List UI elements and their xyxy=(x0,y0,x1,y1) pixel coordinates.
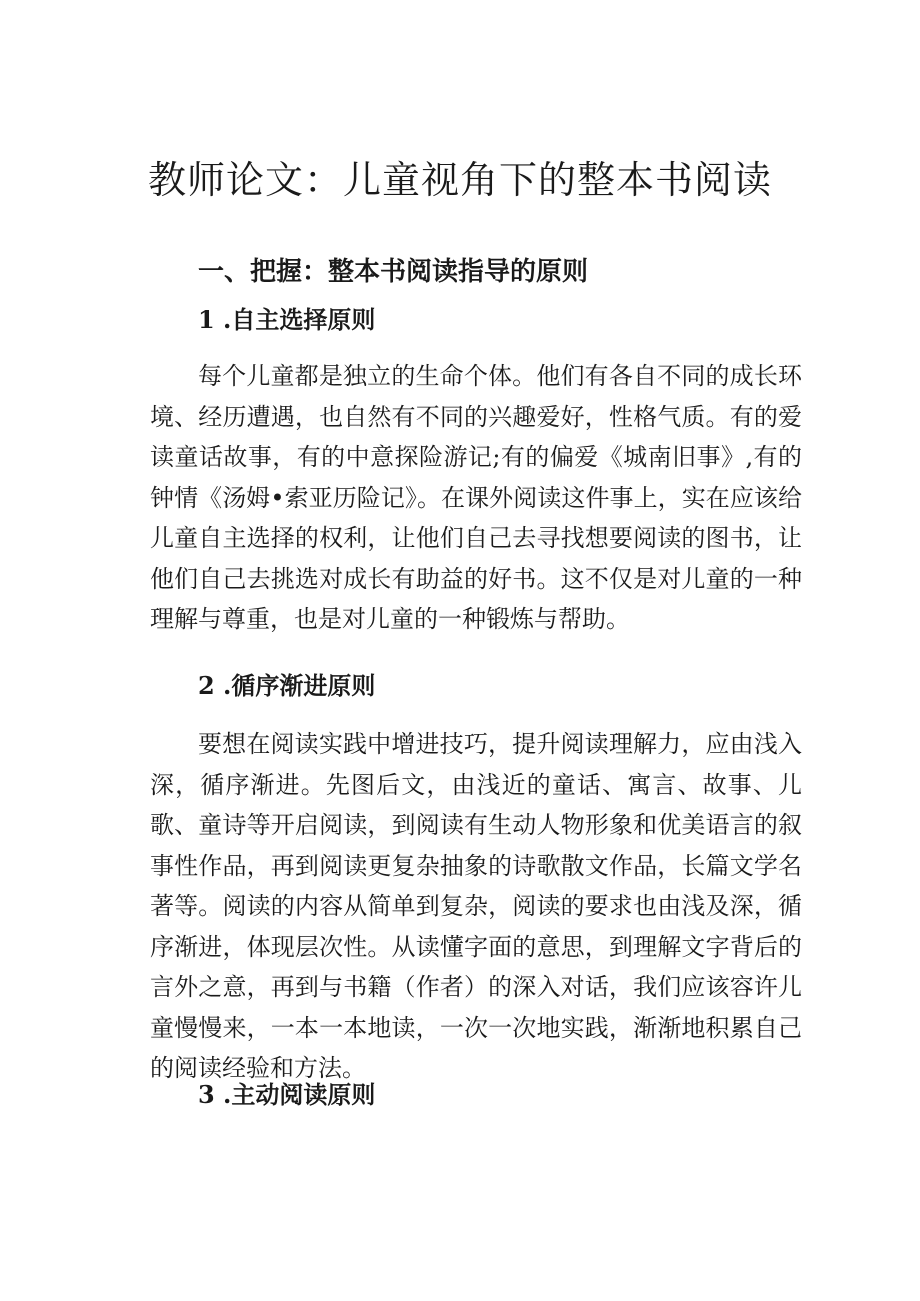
principle-heading-1: 1 .自主选择原则 xyxy=(198,305,376,334)
document-title: 教师论文：儿童视角下的整本书阅读 xyxy=(147,158,772,202)
principle-paragraph-2: 要想在阅读实践中增进技巧，提升阅读理解力，应由浅入深，循序渐进。先图后文，由浅近的童话、寓言、故事、儿歌、童诗等开启阅读，到阅读有生动人物形象和优美语言的叙事性作品，再到阅读更复杂抽象的诗歌散文作品，长篇文学名著等。阅读的内容从简单到复杂，阅读的要求也由浅及深，循序渐进，体现层次性。从读懂字面的意思，到理解文字背后的言外之意，再到与书籍（作者）的深入对话，我们应该容许儿童慢慢来，一本一本地读，一次一次地实践，渐渐地积累自己的阅读经验和方法。 xyxy=(150,730,802,1082)
section-heading: 一、把握：整本书阅读指导的原则 xyxy=(198,257,589,287)
principle-heading-2: 2 .循序渐进原则 xyxy=(198,671,376,700)
principle-heading-3: 3 .主动阅读原则 xyxy=(198,1080,376,1109)
principle-paragraph-1: 每个儿童都是独立的生命个体。他们有各自不同的成长环境、经历遭遇，也自然有不同的兴趣爱好，性格气质。有的爱读童话故事，有的中意探险游记;有的偏爱《城南旧事》,有的钟情《汤姆•索亚历险记》。在课外阅读这件事上，实在应该给儿童自主选择的权利，让他们自己去寻找想要阅读的图书，让他们自己去挑选对成长有助益的好书。这不仅是对儿童的一种理解与尊重，也是对儿童的一种锻炼与帮助。 xyxy=(150,362,802,633)
